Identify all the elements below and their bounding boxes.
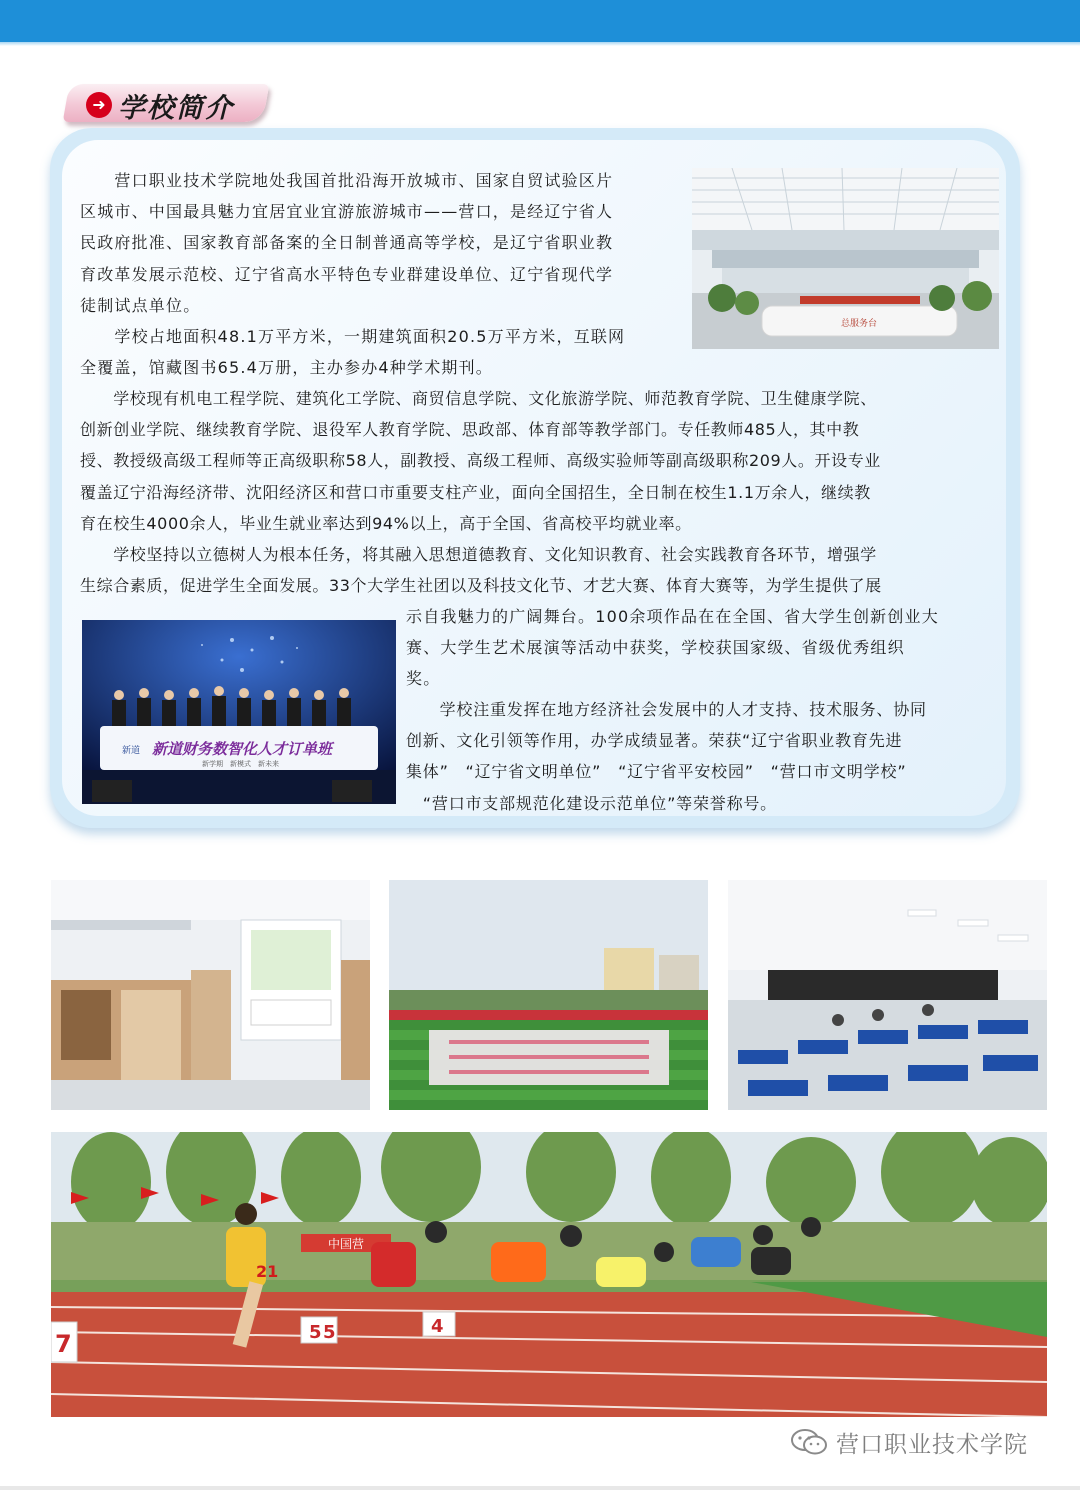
runner-bib-text: 21	[256, 1262, 279, 1281]
watermark	[790, 1424, 1028, 1460]
start-block-number: 4	[431, 1316, 444, 1337]
ceremony-banner-text: 新道财务数智化人才订单班	[152, 740, 333, 758]
watermark-text: 营口职业技术学院	[836, 1431, 1028, 1458]
text-line: 创新、文化引领等作用，办学成绩显著。荣获“辽宁省职业教育先进	[406, 731, 903, 751]
track-banner-text: 中国营	[327, 1237, 365, 1251]
text-line: 育改革发展示范校、辽宁省高水平特色专业群建设单位、辽宁省现代学	[80, 264, 614, 284]
top-bar	[0, 0, 1080, 42]
intro-paragraph-1	[80, 165, 686, 321]
start-block-number: 5	[323, 1322, 336, 1343]
lobby-sign-text: 总服务台	[840, 319, 878, 329]
intro-paragraph-3	[80, 383, 1010, 539]
text-line: 营口职业技术学院地处我国首批沿海开放城市、国家自贸试验区片	[80, 171, 614, 190]
intro-paragraph-4-continued	[406, 601, 1006, 695]
text-line: 民政府批准、国家教育部备案的全日制普通高等学校，是辽宁省职业教	[80, 233, 614, 253]
text-line: 示自我魅力的广阔舞台。100余项作品在在全国、省大学生创新创业大	[406, 607, 939, 626]
dormitory-photo	[51, 880, 370, 1110]
text-line: “营口市支部规范化建设示范单位”等荣誉称号。	[406, 793, 777, 813]
text-line: 授、教授级高级工程师等正高级职称58人，副教授、高级工程师、高级实验师等副高级职称209人。开设专业	[80, 451, 881, 471]
ceremony-logo-text: 新道	[122, 746, 141, 756]
text-line: 育在校生4000余人，毕业生就业率达到94%以上，高于全国、省高校平均就业率。	[80, 513, 692, 533]
text-line: 学校坚持以立德树人为根本任务，将其融入思想道德教育、文化知识教育、社会实践教育各环节，增强学	[80, 545, 877, 564]
sports-field-photo	[389, 880, 708, 1110]
section-title: 学校简介	[118, 93, 234, 124]
lane-number: 7	[55, 1330, 72, 1358]
bottom-divider	[0, 1486, 1080, 1490]
text-line: 创新创业学院、继续教育学院、退役军人教育学院、思政部、体育部等教学部门。专任教师485人，其中教	[80, 420, 860, 440]
arrow-right-circle-icon: ➜	[86, 92, 112, 118]
wechat-icon	[790, 1427, 828, 1457]
text-line: 全覆盖，馆藏图书65.4万册，主办参办4种学术期刊。	[80, 358, 494, 378]
text-line: 赛、大学生艺术展演等活动中获奖，学校获国家级、省级优秀组织	[406, 638, 905, 658]
text-line: 学校占地面积48.1万平方米，一期建筑面积20.5万平方米，互联网	[80, 327, 626, 346]
intro-paragraph-4	[80, 539, 1010, 601]
lobby-photo	[692, 168, 999, 349]
text-line: 区城市、中国最具魅力宜居宜业宜游旅游城市——营口，是经辽宁省人	[80, 202, 614, 222]
text-line: 集体” “辽宁省文明单位” “辽宁省平安校园” “营口市文明学校”	[406, 762, 907, 782]
text-line: 覆盖辽宁沿海经济带、沈阳经济区和营口市重要支柱产业，面向全国招生，全日制在校生1.1万余人，继续教	[80, 482, 871, 502]
text-line: 学校现有机电工程学院、建筑化工学院、商贸信息学院、文化旅游学院、师范教育学院、卫生健康学院、	[80, 389, 877, 408]
ceremony-slogan-text: 新学期 新模式 新未来	[202, 760, 279, 768]
start-block-number: 5	[309, 1322, 322, 1343]
intro-paragraph-5	[406, 694, 1006, 819]
text-line: 学校注重发挥在地方经济社会发展中的人才支持、技术服务、协同	[406, 700, 927, 719]
text-line: 徒制试点单位。	[80, 295, 201, 315]
text-line: 奖。	[406, 669, 441, 689]
ceremony-photo	[82, 620, 396, 804]
section-header	[66, 84, 272, 128]
track-race-photo	[51, 1132, 1047, 1417]
intro-paragraph-2	[80, 321, 686, 383]
cafeteria-photo	[728, 880, 1047, 1110]
text-line: 生综合素质，促进学生全面发展。33个大学生社团以及科技文化节、才艺大赛、体育大赛等，为学生提供了展	[80, 576, 882, 596]
